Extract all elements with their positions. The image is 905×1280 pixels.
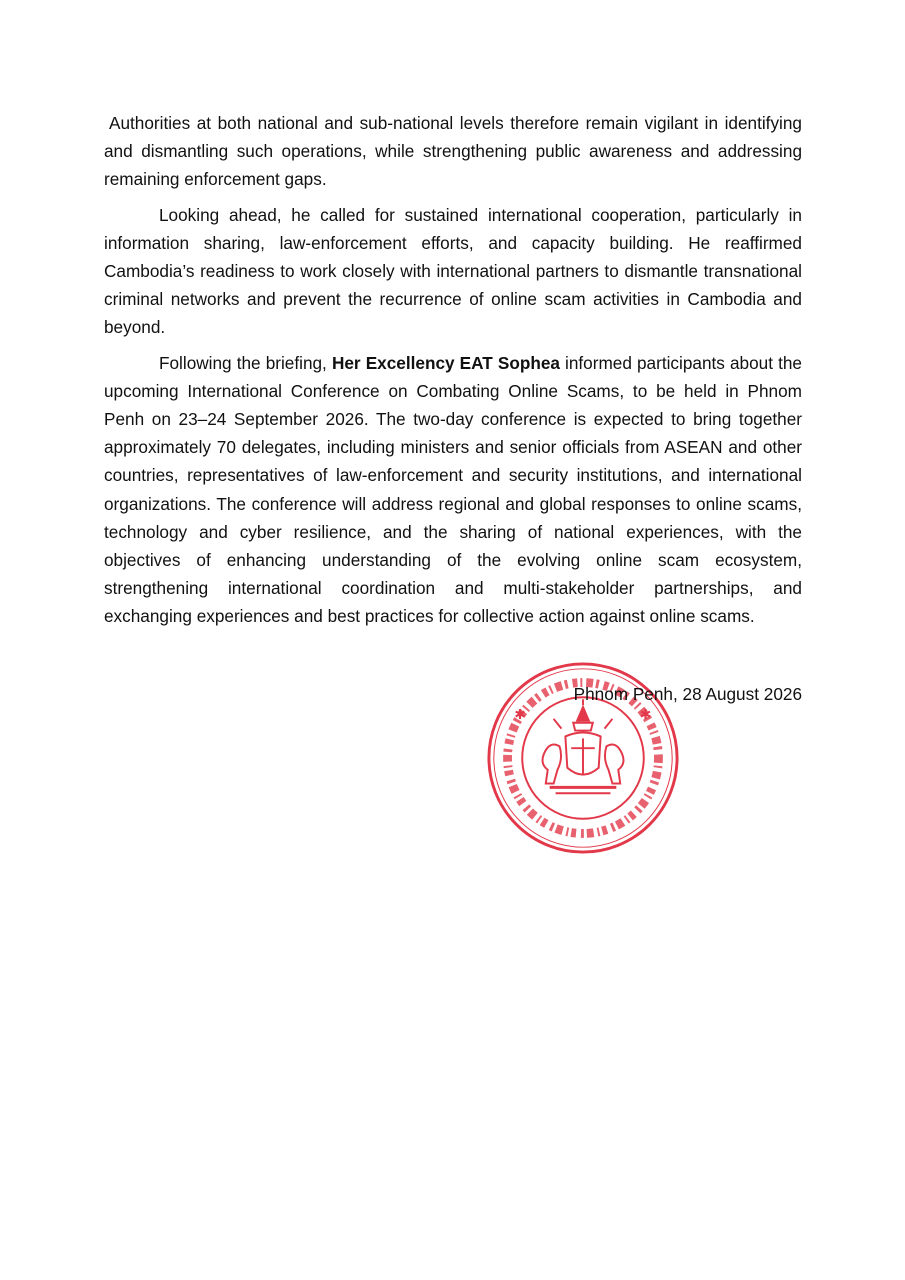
svg-text:✱: ✱	[514, 706, 526, 723]
document-body	[104, 109, 802, 638]
paragraph-conference-body: informed participants about the upcoming International Conference on Combating Online Scams, to be held in Phnom Penh on 23–24 September 2026. The two-day conference is expected to bring together approximately 70 delegates, including ministers and senior officials from ASEAN and other countries, representatives of law-enforcement and security institutions, and international organizations. The conference will address regional and global responses to online scams, technology and cyber resilience, and the sharing of national experiences, with the objectives of enhancing understanding of the evolving online scam ecosystem, strengthening international coordination and multi-stakeholder partnerships, and exchanging experiences and best practices for collective action against online scams.	[104, 352, 802, 627]
svg-text:✱: ✱	[639, 706, 652, 723]
speaker-name: Her Excellency EAT Sophea	[331, 352, 560, 373]
paragraph-conference-intro: Following the briefing,	[159, 352, 332, 373]
paragraph-enforcement: Authorities at both national and sub-national levels therefore remain vigilant in identifying and dismantling such operations, while strengthening public awareness and addressing remaining enforcement gaps.	[104, 113, 802, 190]
paragraph-conference	[104, 349, 802, 631]
place-and-date: Phnom Penh, 28 August 2026	[573, 684, 802, 704]
paragraph-cooperation: Looking ahead, he called for sustained international cooperation, particularly in information sharing, law-enforcement efforts, and capacity building. He reaffirmed Cambodia’s readiness to work closely with international partners to dismantle transnational criminal networks and prevent the recurrence of online scam activities in Cambodia and beyond.	[104, 204, 802, 338]
